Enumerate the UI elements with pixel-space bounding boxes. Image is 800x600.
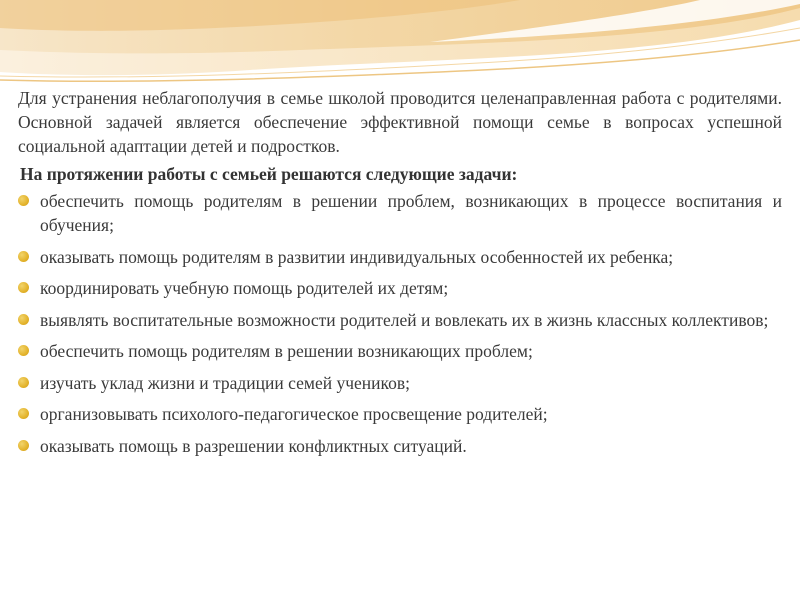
bullet-icon: [18, 314, 29, 325]
list-item-text: обеспечить помощь родителям в решении возникающих проблем;: [40, 341, 533, 361]
list-item-text: координировать учебную помощь родителей их детям;: [40, 278, 449, 298]
bullet-icon: [18, 408, 29, 419]
bullet-icon: [18, 282, 29, 293]
bullet-icon: [18, 195, 29, 206]
bullet-icon: [18, 377, 29, 388]
list-item: [18, 434, 782, 458]
list-item: [18, 276, 782, 300]
header-wave-decoration: [0, 0, 800, 90]
slide-content: [18, 86, 782, 465]
task-list: [18, 189, 782, 458]
list-item-text: оказывать помощь в разрешении конфликтных ситуаций.: [40, 435, 467, 456]
bullet-icon: [18, 440, 29, 451]
list-item-text: оказывать помощь родителям в развитии индивидуальных особенностей их ребенка;: [40, 246, 674, 267]
list-item-text: изучать уклад жизни и традиции семей учеников;: [40, 372, 411, 393]
bullet-icon: [18, 345, 29, 356]
list-item-text: выявлять воспитательные возможности родителей и вовлекать их в жизнь классных коллективов;: [40, 309, 769, 330]
list-item: [18, 402, 782, 426]
intro-paragraph: Для устранения неблагополучия в семье школой проводится целенаправленная работа с родителями. Основной задачей является обеспечение эффективной помощи семье в вопросах успешной социальной адаптации детей и подростков.: [18, 88, 782, 156]
tasks-heading: На протяжении работы с семьей решаются следующие задачи:: [20, 164, 518, 184]
list-item: [18, 371, 782, 395]
bullet-icon: [18, 251, 29, 262]
list-item: [18, 308, 782, 332]
list-item-text: обеспечить помощь родителям в решении проблем, возникающих в процессе воспитания и обучения;: [40, 191, 782, 235]
list-item: [18, 245, 782, 269]
list-item: [18, 189, 782, 237]
list-item: [18, 339, 782, 363]
list-item-text: организовывать психолого-педагогическое просвещение родителей;: [40, 404, 548, 424]
